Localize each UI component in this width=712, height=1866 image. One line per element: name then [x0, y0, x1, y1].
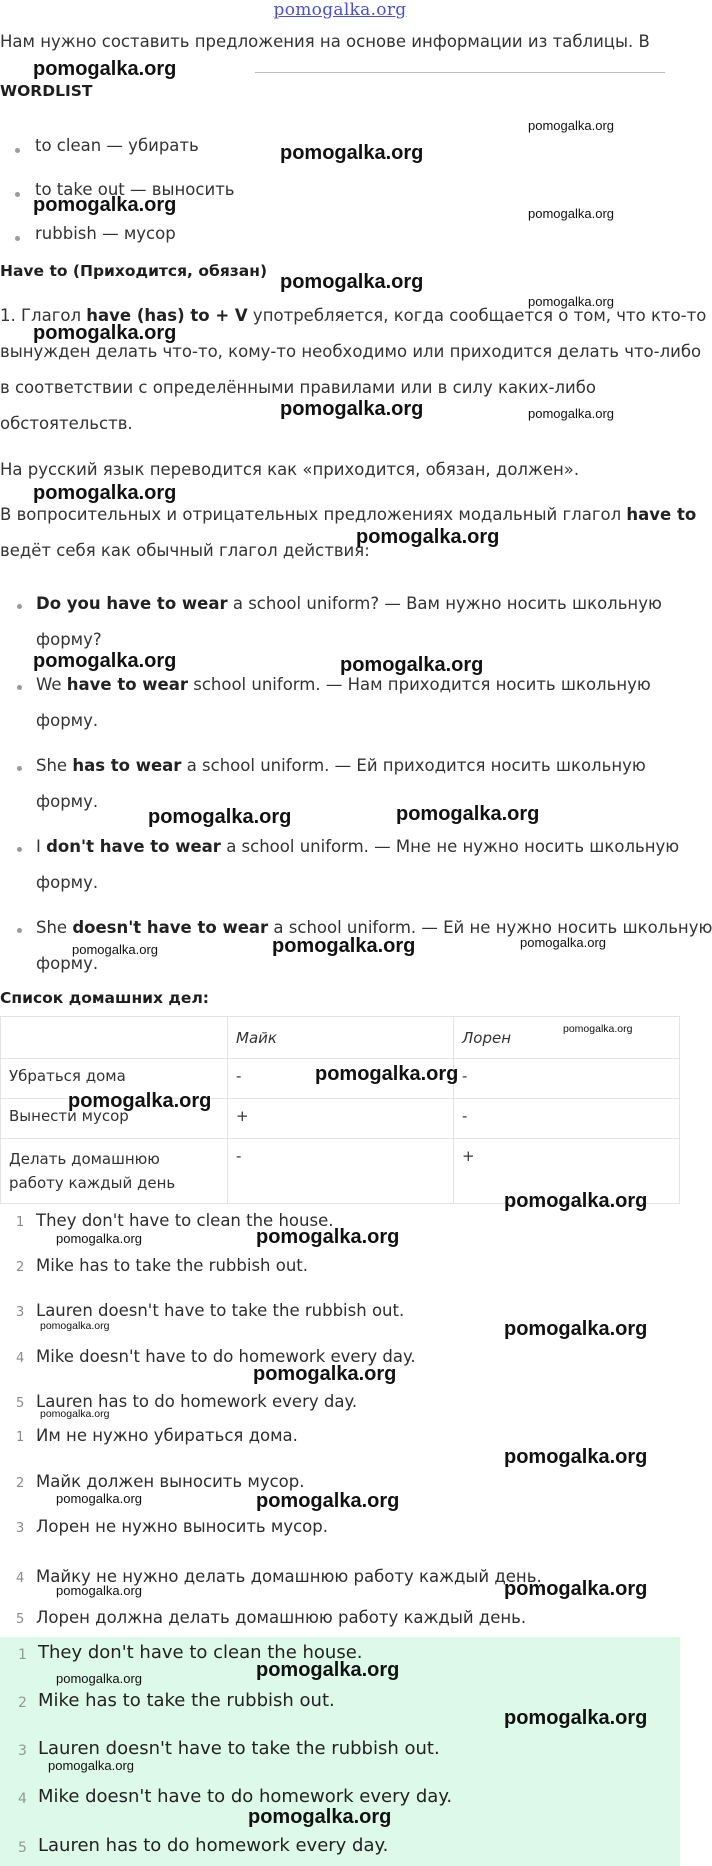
list-item: Лорен не нужно выносить мусор.: [36, 1517, 328, 1536]
watermark: pomogalka.org: [520, 935, 606, 950]
watermark: pomogalka.org: [504, 1190, 648, 1212]
rule-prefix: 1. Глагол: [0, 306, 87, 325]
watermark: pomogalka.org: [504, 1446, 648, 1468]
watermark: pomogalka.org: [356, 526, 500, 548]
watermark: pomogalka.org: [33, 482, 177, 504]
watermark: pomogalka.org: [253, 1363, 397, 1385]
watermark: pomogalka.org: [56, 1231, 142, 1246]
watermark: pomogalka.org: [528, 206, 614, 221]
watermark: pomogalka.org: [68, 1090, 212, 1112]
example-line: [36, 675, 651, 694]
example-pre: She: [36, 756, 73, 775]
example-line-2: форму.: [36, 954, 99, 973]
watermark: pomogalka.org: [248, 1806, 392, 1828]
example-bold: have to wear: [66, 675, 188, 694]
watermark: pomogalka.org: [148, 806, 292, 828]
watermark: pomogalka.org: [33, 650, 177, 672]
example-post: a school uniform. — Ей не нужно носить школьную: [268, 918, 712, 937]
watermark: pomogalka.org: [72, 942, 158, 957]
example-line-2: форму.: [36, 873, 99, 892]
table-cell: Делать домашнюю работу каждый день: [1, 1139, 228, 1204]
example-line: [36, 594, 662, 613]
watermark: pomogalka.org: [33, 322, 177, 344]
bullet-marker: [17, 766, 22, 771]
example-line-2: форму.: [36, 711, 99, 730]
answer-item: Mike has to take the rubbish out.: [38, 1690, 335, 1711]
watermark: pomogalka.org: [504, 1578, 648, 1600]
example-post: a school uniform. — Ей приходится носить школьную: [181, 756, 646, 775]
watermark: pomogalka.org: [315, 1063, 459, 1085]
table-cell: -: [228, 1059, 454, 1099]
watermark: pomogalka.org: [504, 1707, 648, 1729]
translation-text: На русский язык переводится как «приходится, обязан, должен».: [0, 460, 580, 479]
bullet-marker: [17, 604, 22, 609]
answer-item: Mike doesn't have to do homework every day.: [38, 1786, 453, 1807]
list-number: 4: [18, 1791, 27, 1807]
wordlist-item: to clean — убирать: [35, 136, 199, 155]
have-to-heading: Have to (Приходится, обязан): [0, 262, 268, 280]
table-cell: +: [228, 1099, 454, 1139]
list-number: 1: [18, 1647, 27, 1663]
watermark: pomogalka.org: [33, 194, 177, 216]
table-cell: +: [454, 1139, 680, 1204]
watermark: pomogalka.org: [40, 1408, 110, 1420]
list-number: 2: [18, 1695, 27, 1711]
table-cell: -: [454, 1059, 680, 1099]
list-number: 5: [16, 1396, 25, 1411]
list-item: Майк должен выносить мусор.: [36, 1472, 305, 1491]
example-post: a school uniform. — Мне не нужно носить школьную: [220, 837, 680, 856]
bullet-marker: [15, 192, 20, 197]
example-line-2: форму?: [36, 630, 102, 649]
rule-rest: употребляется, когда сообщается о том, что кто-то: [247, 306, 707, 325]
example-pre: I: [36, 837, 47, 856]
list-number: 5: [18, 1840, 27, 1856]
watermark: pomogalka.org: [33, 58, 177, 80]
wordlist-title: WORDLIST: [0, 82, 93, 100]
answer-item: They don't have to clean the house.: [38, 1642, 363, 1663]
watermark: pomogalka.org: [256, 1490, 400, 1512]
watermark: pomogalka.org: [56, 1583, 142, 1598]
example-pre: She: [36, 918, 73, 937]
watermark: pomogalka.org: [56, 1671, 142, 1686]
table-cell: -: [228, 1139, 454, 1204]
example-bold: don't have to wear: [46, 837, 221, 856]
list-number: 3: [16, 1521, 25, 1536]
example-pre: We: [36, 675, 67, 694]
watermark: pomogalka.org: [280, 142, 424, 164]
watermark: pomogalka.org: [396, 803, 540, 825]
bullet-marker: [17, 847, 22, 852]
example-bold: has to wear: [72, 756, 182, 775]
watermark: pomogalka.org: [528, 406, 614, 421]
list-number: 4: [16, 1571, 25, 1586]
watermark: pomogalka.org: [563, 1023, 633, 1035]
site-logo[interactable]: pomogalka.org: [273, 0, 407, 20]
list-number: 5: [16, 1612, 25, 1627]
list-number: 2: [16, 1260, 25, 1275]
list-item: They don't have to clean the house.: [36, 1211, 334, 1230]
watermark: pomogalka.org: [256, 1226, 400, 1248]
list-item: Им не нужно убираться дома.: [36, 1426, 298, 1445]
rule-formula: have (has) to + V: [86, 306, 248, 325]
list-number: 3: [18, 1743, 27, 1759]
list-number: 1: [16, 1215, 25, 1230]
list-item: Mike has to take the rubbish out.: [36, 1256, 309, 1275]
example-line: [36, 756, 646, 775]
wordlist-item: rubbish — мусор: [35, 224, 176, 243]
table-header-cell: [1, 1017, 228, 1059]
watermark: pomogalka.org: [40, 1320, 110, 1332]
watermark: pomogalka.org: [256, 1659, 400, 1681]
example-bold: Do you have to wear: [36, 594, 228, 613]
watermark: pomogalka.org: [56, 1491, 142, 1506]
wordlist-item: to take out — выносить: [35, 180, 235, 199]
question-line-2: ведёт себя как обычный глагол действия:: [0, 541, 370, 560]
chores-title: Список домашних дел:: [0, 989, 210, 1007]
bullet-marker: [15, 236, 20, 241]
watermark: pomogalka.org: [280, 398, 424, 420]
question-bold: have to: [626, 505, 697, 524]
hidden-text-line: [255, 72, 665, 73]
example-post: a school uniform? — Вам нужно носить школьную: [227, 594, 662, 613]
watermark: pomogalka.org: [504, 1318, 648, 1340]
list-number: 2: [16, 1476, 25, 1491]
watermark: pomogalka.org: [280, 271, 424, 293]
watermark: pomogalka.org: [528, 118, 614, 133]
watermark: pomogalka.org: [528, 294, 614, 309]
question-line-1: [0, 505, 696, 524]
example-bold: doesn't have to wear: [72, 918, 269, 937]
answer-item: Lauren doesn't have to take the rubbish out.: [38, 1738, 440, 1759]
example-post: school uniform. — Нам приходится носить школьную: [188, 675, 651, 694]
example-line-2: форму.: [36, 792, 99, 811]
list-number: 1: [16, 1430, 25, 1445]
intro-text: Нам нужно составить предложения на основе информации из таблицы. В: [0, 32, 650, 51]
rule-line-4: обстоятельств.: [0, 414, 133, 433]
bullet-marker: [17, 685, 22, 690]
list-item: Mike doesn't have to do homework every day.: [36, 1347, 416, 1366]
watermark: pomogalka.org: [340, 654, 484, 676]
table-header-cell: Лорен: [454, 1017, 680, 1059]
table-cell: Вынести мусор: [1, 1099, 228, 1139]
bullet-marker: [15, 148, 20, 153]
watermark: pomogalka.org: [48, 1758, 134, 1773]
rule-line-3: в соответствии с определёнными правилами или в силу каких-либо: [0, 378, 597, 397]
table-cell: Убраться дома: [1, 1059, 228, 1099]
example-line: [36, 837, 679, 856]
list-item: Майку не нужно делать домашнюю работу каждый день.: [36, 1567, 542, 1586]
list-item: Lauren doesn't have to take the rubbish out.: [36, 1301, 405, 1320]
answer-item: Lauren has to do homework every day.: [38, 1835, 389, 1856]
list-number: 4: [16, 1351, 25, 1366]
list-number: 3: [16, 1305, 25, 1320]
question-text: В вопросительных и отрицательных предложениях модальный глагол: [0, 505, 627, 524]
rule-line-2: вынужден делать что-то, кому-то необходимо или приходится делать что-либо: [0, 342, 702, 361]
list-item: Lauren has to do homework every day.: [36, 1392, 358, 1411]
list-item: Лорен должна делать домашнюю работу каждый день.: [36, 1608, 527, 1627]
bullet-marker: [17, 928, 22, 933]
table-cell: -: [454, 1099, 680, 1139]
watermark: pomogalka.org: [272, 935, 416, 957]
table-header-cell: Майк: [228, 1017, 454, 1059]
